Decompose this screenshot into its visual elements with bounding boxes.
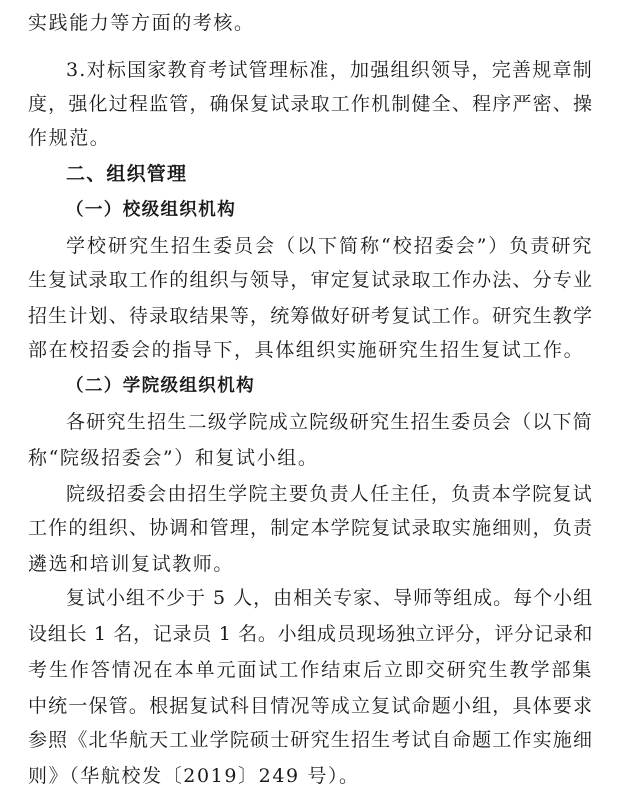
paragraph-line: 复试小组不少于 5 人，由相关专家、导师等组成。每个小组 [66,587,594,609]
paragraph-line: 3.对标国家教育考试管理标准，加强组织领导，完善规章制 [66,59,593,81]
paragraph-line: 工作的组织、协调和管理，制定本学院复试录取实施细则，负责 [28,517,593,539]
section-heading: 二、组织管理 [66,163,188,185]
paragraph-line: 生复试录取工作的组织与领导，审定复试录取工作办法、分专业 [28,269,593,291]
paragraph-line: 学校研究生招生委员会（以下简称“校招委会”）负责研究 [66,235,593,257]
paragraph-line: 参照《北华航天工业学院硕士研究生招生考试自命题工作实施细 [28,729,593,751]
paragraph-line: 部在校招委会的指导下，具体组织实施研究生招生复试工作。 [28,339,585,361]
paragraph-line: 各研究生招生二级学院成立院级研究生招生委员会（以下简 [66,411,593,433]
paragraph-line: 设组长 1 名，记录员 1 名。小组成员现场独立评分，评分记录和 [28,623,593,645]
paragraph-line: 则》（华航校发〔2019〕249 号）。 [28,765,360,787]
paragraph-line: 作规范。 [28,127,111,149]
paragraph-line: 中统一保管。根据复试科目情况等成立复试命题小组，具体要求 [28,695,593,717]
paragraph-line: 考生作答情况在本单元面试工作结束后立即交研究生教学部集 [28,659,593,681]
paragraph-line: 招生计划、待录取结果等，统筹做好研考复试工作。研究生教学 [28,305,593,327]
subsection-heading: （二）学院级组织机构 [66,376,255,396]
subsection-heading: （一）校级组织机构 [66,200,237,220]
paragraph-line: 度，强化过程监管，确保复试录取工作机制健全、程序严密、操 [28,93,593,115]
paragraph-line: 实践能力等方面的考核。 [28,12,255,34]
paragraph-line: 院级招委会由招生学院主要负责人任主任，负责本学院复试 [66,483,593,505]
paragraph-line: 称“院级招委会”）和复试小组。 [28,447,319,469]
paragraph-line: 遴选和培训复试教师。 [28,553,235,575]
